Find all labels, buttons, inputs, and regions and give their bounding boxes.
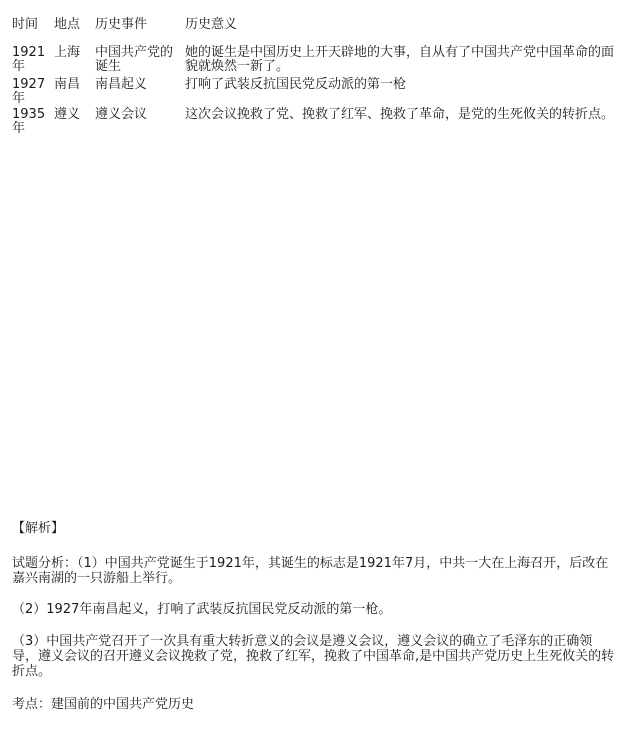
row-significance: 这次会议挽救了党、挽救了红军、挽救了革命，是党的生死攸关的转折点。 (185, 107, 615, 122)
table-row (12, 108, 620, 142)
row-significance: 她的诞生是中国历史上开天辟地的大事，自从有了中国共产党中国革命的面貌就焕然一新了。 (185, 45, 615, 74)
analysis-paragraph-3: （3）中国共产党召开了一次具有重大转折意义的会议是遵义会议，遵义会议的确立了毛泽东的正确领导，遵义会议的召开遵义会议挽救了党，挽救了红军，挽救了中国革命,是中国共产党历史上生死攸关的转折点。 (12, 634, 615, 679)
analysis-title: 【解析】 (12, 521, 65, 536)
analysis-paragraph-1: 试题分析：（1）中国共产党诞生于1921年，其诞生的标志是1921年7月，中共一大在上海召开，后改在嘉兴南湖的一只游船上举行。 (12, 556, 609, 586)
analysis-paragraph-2: （2）1927年南昌起义，打响了武装反抗国民党反动派的第一枪。 (12, 602, 392, 617)
row-place: 上海 (54, 45, 81, 60)
analysis-keypoint: 考点：建国前的中国共产党历史 (12, 697, 195, 712)
row-significance: 打响了武装反抗国民党反动派的第一枪 (185, 77, 407, 92)
table-header-row (12, 18, 620, 46)
table-row (12, 78, 620, 108)
row-event: 遵义会议 (95, 107, 148, 122)
history-table (12, 18, 620, 142)
row-time: 1935年 (12, 107, 46, 136)
row-event: 中国共产党的诞生 (95, 45, 174, 74)
header-place: 地点 (54, 17, 81, 32)
header-time: 时间 (12, 17, 39, 32)
table-row (12, 46, 620, 78)
row-place: 遵义 (54, 107, 81, 122)
row-time: 1927年 (12, 77, 46, 106)
header-event: 历史事件 (95, 17, 148, 32)
header-significance: 历史意义 (185, 17, 238, 32)
row-event: 南昌起义 (95, 77, 148, 92)
row-time: 1921年 (12, 45, 46, 74)
row-place: 南昌 (54, 77, 81, 92)
